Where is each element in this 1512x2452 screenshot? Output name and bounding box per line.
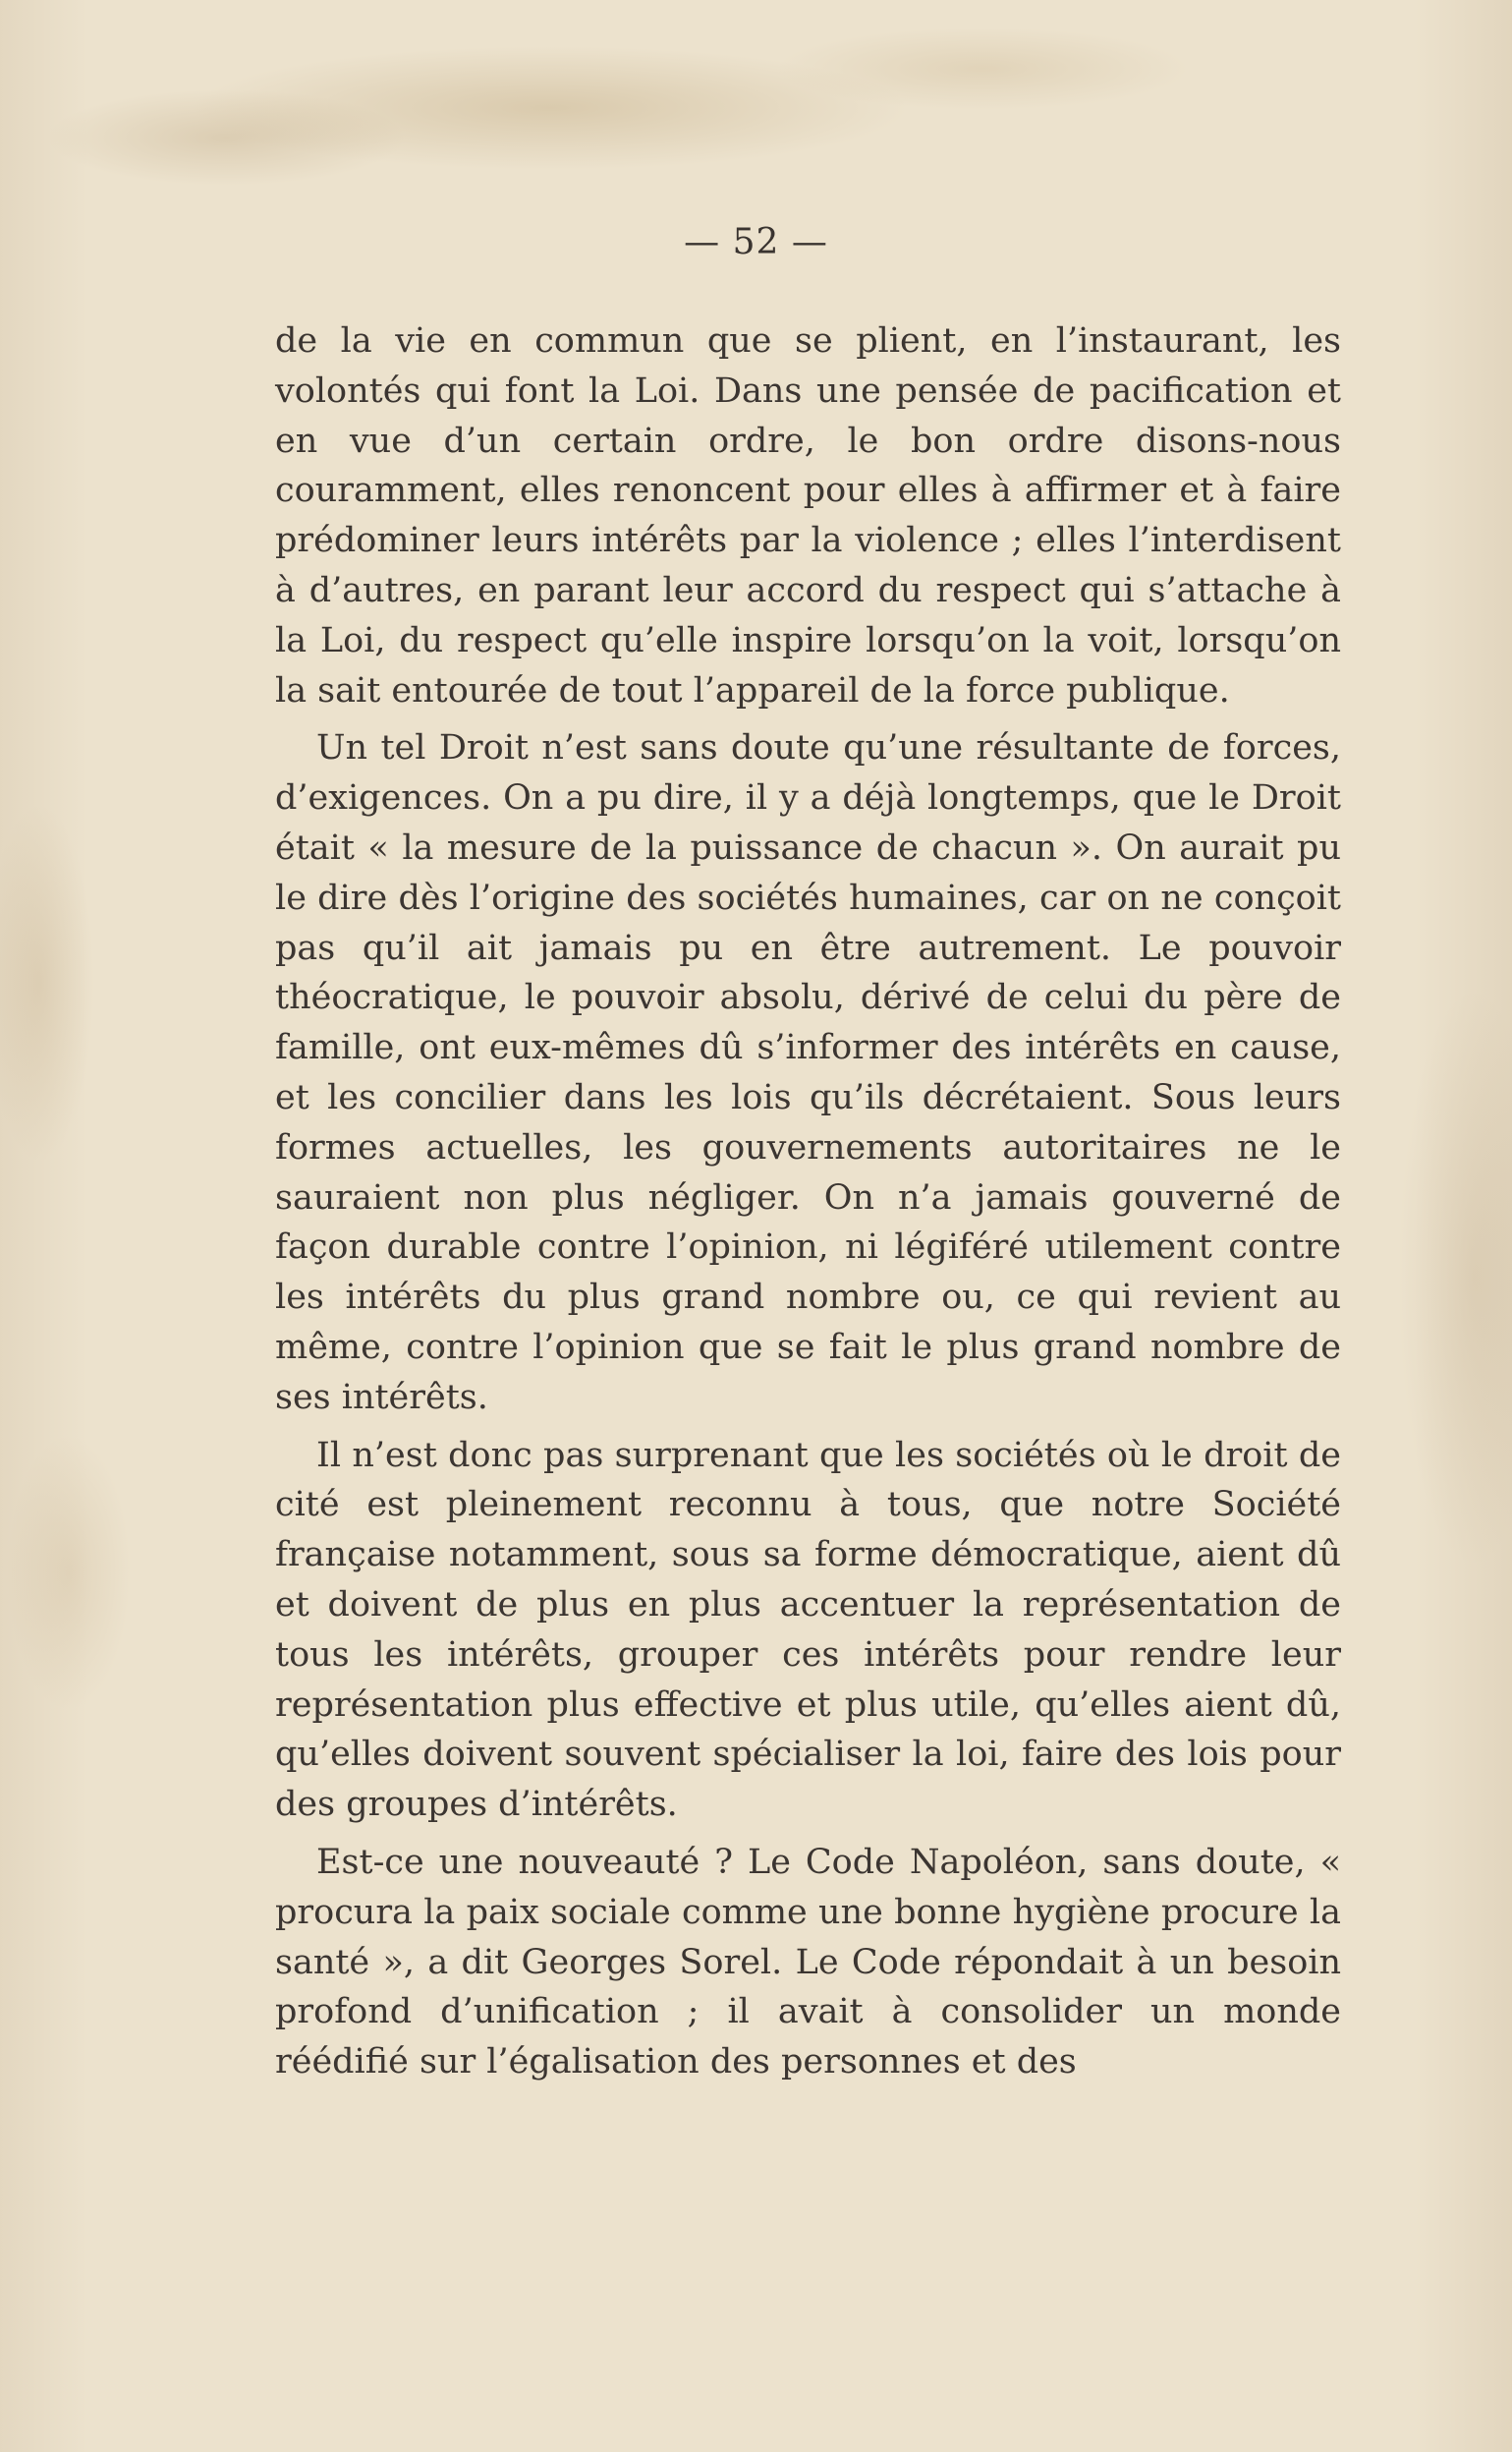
page-number: — 52 —: [684, 222, 828, 262]
paragraph-1: de la vie en commun que se plient, en l’instaurant, les volontés qui font la Loi. Dans une pensée de pacification et en vue d’un certain ordre, le bon ordre disons-nous couramment, elles renoncent pour elles à affirmer et à faire prédominer leurs intérêts par la violence ; elles l’interdisent à d’autres, en parant leur accord du respect qui s’attache à la Loi, du respect qu’elle inspire lorsqu’on la voit, lorsqu’on la sait entourée de tout l’appareil de la force publique.: [275, 321, 1341, 711]
body-text: [275, 316, 1341, 2087]
paragraph-2: Un tel Droit n’est sans doute qu’une résultante de forces, d’exigences. On a pu dire, il y a déjà longtemps, que le Droit était « la mesure de la puissance de chacun ». On aurait pu le dire dès l’origine des sociétés humaines, car on ne conçoit pas qu’il ait jamais pu en être autrement. Le pouvoir théocratique, le pouvoir absolu, dérivé de celui du père de famille, ont eux-mêmes dû s’informer des intérêts en cause, et les concilier dans les lois qu’ils décrétaient. Sous leurs formes actuelles, les gouvernements autoritaires ne le sauraient non plus négliger. On n’a jamais gouverné de façon durable contre l’opinion, ni légiféré utilement contre les intérêts du plus grand nombre ou, ce qui revient au même, contre l’opinion que se fait le plus grand nombre de ses intérêts.: [275, 728, 1341, 1417]
paragraph-3: Il n’est donc pas surprenant que les sociétés où le droit de cité est pleinement reconnu à tous, que notre Société française notamment, sous sa forme démocratique, aient dû et doivent de plus en plus accentuer la représentation de tous les intérêts, grouper ces intérêts pour rendre leur représentation plus effective et plus utile, qu’elles aient dû, qu’elles doivent souvent spécialiser la loi, faire des lois pour des groupes d’intérêts.: [275, 1435, 1341, 1825]
paragraph-4: Est-ce une nouveauté ? Le Code Napoléon, sans doute, « procura la paix sociale comme une bonne hygiène procure la santé », a dit Georges Sorel. Le Code répondait à un besoin profond d’unification ; il avait à consolider un monde réédifié sur l’égalisation des personnes et des: [275, 1842, 1341, 2082]
